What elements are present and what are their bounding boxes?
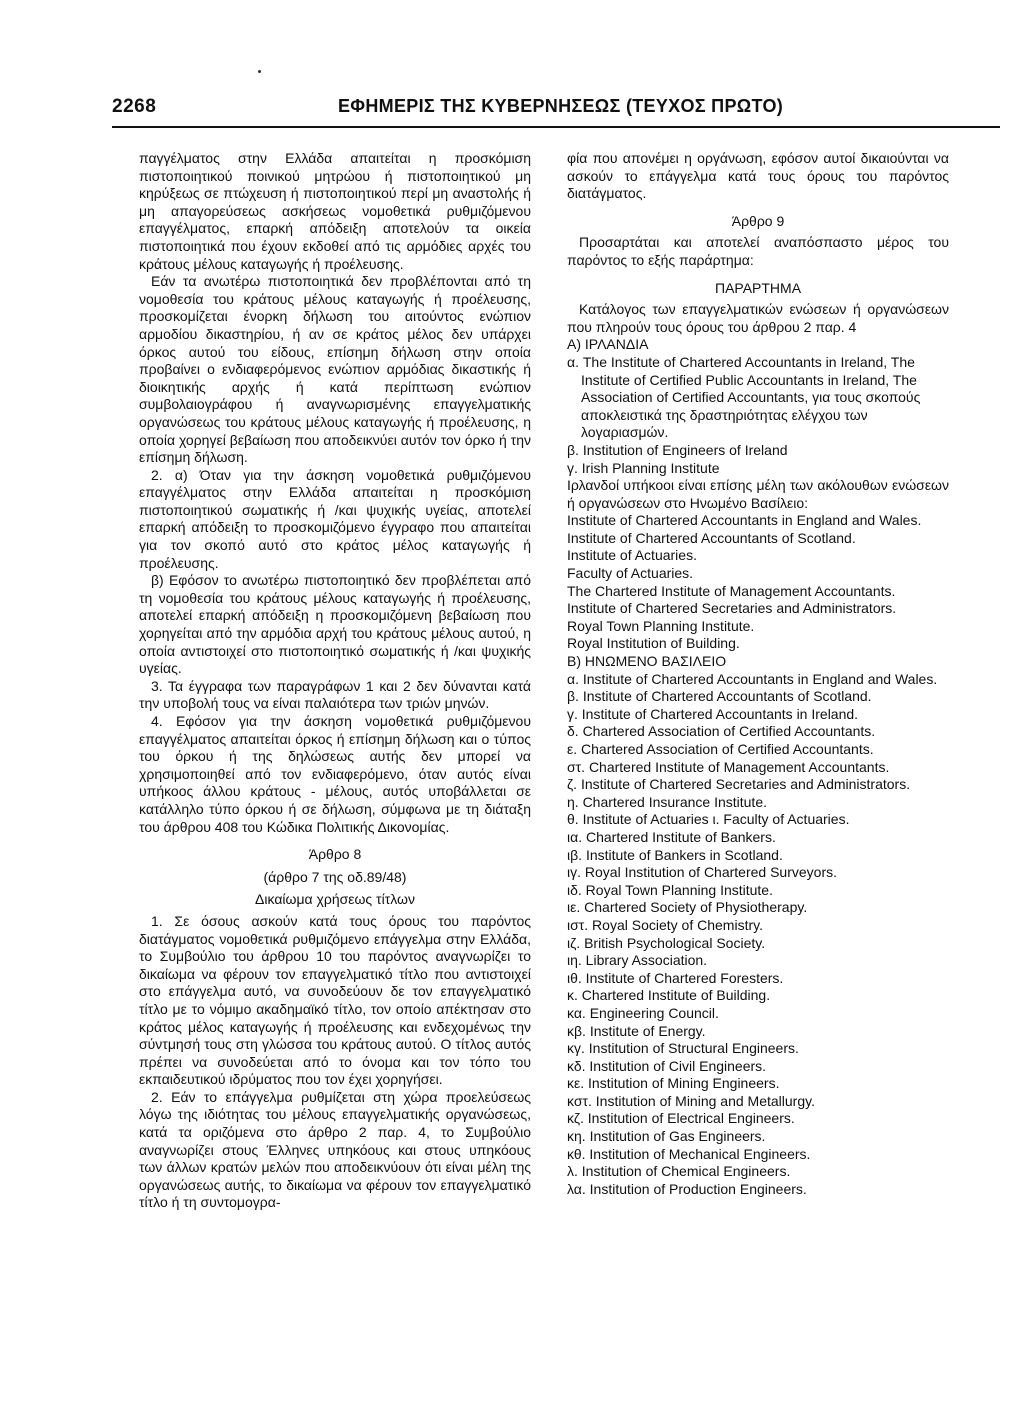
article-8-title: Άρθρο 8 xyxy=(308,846,362,863)
page-header xyxy=(112,96,1002,130)
uk-membership-list xyxy=(567,512,949,653)
left-column xyxy=(139,150,531,1212)
ireland-list xyxy=(567,354,949,477)
list-item: κβ. Institute of Energy. xyxy=(567,1022,706,1039)
list-item: ε. Chartered Association of Certified Accountants. xyxy=(567,741,874,757)
list-item: λ. Institution of Chemical Engineers. xyxy=(567,1163,791,1180)
uk-list xyxy=(567,671,949,1199)
list-item: γ. Institute of Chartered Accountants in Ireland. xyxy=(567,705,859,722)
list-item: κστ. Institution of Mining and Metallurgy. xyxy=(567,1092,815,1109)
paragraph: 2. α) Όταν για την άσκηση νομοθετικά ρυθμιζόμενου επαγγέλματος στην Ελλάδα απαιτείται η προσκόμιση πιστοποιητικού σωματικής ή /και ψυχικής υγείας, αποτελεί επαρκή απόδειξη το προσκομιζόμενο έγγραφο που απαιτείται για τον σκοπό αυτό στο κράτος μέλος καταγωγής ή προέλευσης. xyxy=(139,466,531,571)
page-number: 2268 xyxy=(112,96,157,117)
list-item: κδ. Institution of Civil Engineers. xyxy=(567,1057,767,1074)
list-item: κ. Chartered Institute of Building. xyxy=(567,987,771,1004)
list-item: θ. Institute of Actuaries ι. Faculty of Actuaries. xyxy=(567,811,850,828)
list-item: κγ. Institution of Structural Engineers. xyxy=(567,1040,799,1057)
paragraph: 1. Σε όσους ασκούν κατά τους όρους του παρόντος διατάγματος νομοθετικά ρυθμιζόμενο επάγγελμα στην Ελλάδα, το Συμβούλιο του άρθρου 10 του παρόντος αναγνωρίζει το δικαίωμα να φέρουν τον επαγγελματικό τίτλο που αντιστοιχεί στο επάγγελμα αυτό, να συνοδεύουν δε τον επαγγελματικό τίτλο με το νόμιμο ακαδημαϊκό τίτλο, τον οποίο απέκτησαν στο κράτος μέλος καταγωγής ή προέλευσης και ενδεχομένως την σύντμησή τους στη γλώσσα του κράτους αυτού. Ο τίτλος αυτός πρέπει να συνοδεύεται από το όνομα και τον τόπο του εκπαιδευτικού ιδρύματος που τον έχει χορηγήσει. xyxy=(139,912,531,1088)
paragraph: φία που απονέμει η οργάνωση, εφόσον αυτοί δικαιούνται να ασκούν το επάγγελμα κατά τους όρους του παρόντος διατάγματος. xyxy=(567,150,949,202)
list-item: ιη. Library Association. xyxy=(567,952,708,969)
annex-title: ΠΑΡΑΡΤΗΜΑ xyxy=(714,279,802,296)
list-item: ιβ. Institute of Bankers in Scotland. xyxy=(567,846,783,863)
list-item: Institute of Chartered Secretaries and Administrators. xyxy=(567,600,897,617)
section-ireland-heading: Α) ΙΡΛΑΝΔΙΑ xyxy=(567,336,649,353)
paragraph: β) Εφόσον το ανωτέρω πιστοποιητικό δεν προβλέπεται από τη νομοθεσία του κράτους μέλους καταγωγής ή προέλευσης, αποτελεί επαρκή απόδειξη η προσκομιζόμενη βεβαίωση που χορηγείται από την αρμόδια αρχή του κράτους μέλους αυτού, η οποία αντιστοιχεί στο πιστοποιητικό σωματικής ή /και ψυχικής υγείας. xyxy=(139,572,531,677)
list-item: ιδ. Royal Town Planning Institute. xyxy=(567,881,773,898)
list-item: ιζ. British Psychological Society. xyxy=(567,934,766,951)
scan-speck xyxy=(258,70,261,73)
list-item: Institute of Chartered Accountants of Scotland. xyxy=(567,529,856,546)
right-column xyxy=(567,150,949,1198)
list-item: λα. Institution of Production Engineers. xyxy=(567,1180,807,1197)
list-item: η. Chartered Insurance Institute. xyxy=(567,793,767,810)
list-item: κα. Engineering Council. xyxy=(567,1004,719,1021)
paragraph: παγγέλματος στην Ελλάδα απαιτείται η προσκόμιση πιστοποιητικού ποινικού μητρώου ή πιστοποιητικού μη κηρύξεως σε πτώχευση ή πιστοποιητικού περί μη αναστολής ή μη απαγορεύσεως ασκήσεως νομοθετικά ρυθμιζόμενου επαγγέλματος, επαρκή απόδειξη αποτελούν τα οικεία πιστοποιητικά που έχουν εκδοθεί από τις αρμόδιες αρχές του κράτους μέλους καταγωγής ή προέλευσης. xyxy=(139,150,531,272)
section-uk-heading: Β) ΗΝΩΜΕΝΟ ΒΑΣΙΛΕΙΟ xyxy=(567,653,727,670)
list-item: κε. Institution of Mining Engineers. xyxy=(567,1075,780,1092)
header-rule xyxy=(112,126,1000,128)
list-item: κθ. Institution of Mechanical Engineers. xyxy=(567,1145,811,1162)
list-item: δ. Chartered Association of Certified Accountants. xyxy=(567,723,876,740)
list-item: ιστ. Royal Society of Chemistry. xyxy=(567,916,763,933)
list-item: Royal Institution of Building. xyxy=(567,635,740,652)
list-item: β. Institute of Chartered Accountants of Scotland. xyxy=(567,688,872,705)
list-item: The Chartered Institute of Management Accountants. xyxy=(567,582,896,599)
list-item: στ. Chartered Institute of Management Accountants. xyxy=(567,758,890,775)
annex-subtitle: Κατάλογος των επαγγελματικών ενώσεων ή οργανώσεων που πληρούν τους όρους του άρθρου 2 παρ. 4 xyxy=(567,301,949,335)
list-item: ιθ. Institute of Chartered Foresters. xyxy=(567,969,784,986)
irish-note: Ιρλανδοί υπήκοοι είναι επίσης μέλη των ακόλουθων ενώσεων ή οργανώσεων στο Ηνωμένο Βασίλειο: xyxy=(567,477,949,511)
list-item: α. The Institute of Chartered Accountants in Ireland, The Institute of Certified Public Accountants in Ireland, The Association of Certified Accountants, για τους σκοπούς αποκλειστικά της δραστηριότητας ελέγχου των λογαριασμών. xyxy=(567,353,921,441)
list-item: Institute of Actuaries. xyxy=(567,547,697,564)
list-item: Institute of Chartered Accountants in England and Wales. xyxy=(567,512,922,529)
list-item: Faculty of Actuaries. xyxy=(567,565,694,582)
article-9-title: Άρθρο 9 xyxy=(731,212,785,229)
article-8-subtitle: Δικαίωμα χρήσεως τίτλων xyxy=(255,891,415,908)
list-item: ιγ. Royal Institution of Chartered Surveyors. xyxy=(567,864,838,881)
paragraph: Εάν τα ανωτέρω πιστοποιητικά δεν προβλέπονται από τη νομοθεσία του κράτους μέλους καταγωγής ή προέλευσης, προσκομίζεται ένορκη δήλωση του αιτούντος ενώπιον αρμοδίου δικαστηρίου, ή αν σε κράτος μέλος δεν υπάρχει όρκος αυτού του είδους, επίσημη δήλωση στην οποία προβαίνει ο ενδιαφερόμενος ενώπιον αρμόδιας δικαστικής ή διοικητικής αρχής ή κατά περίπτωση ενώπιον συμβολαιογράφου ή αναγνωρισμένης επαγγελματικής οργανώσεως του κράτους μέλους καταγωγής ή προέλευσης, η οποία χορηγεί βεβαίωση που αποδεικνύει αυτόν τον όρκο ή την επίσημη δήλωση. xyxy=(139,273,531,466)
list-item: β. Institution of Engineers of Ireland xyxy=(567,441,788,458)
list-item: γ. Irish Planning Institute xyxy=(567,459,720,476)
paragraph: Προσαρτάται και αποτελεί αναπόσπαστο μέρος του παρόντος το εξής παράρτημα: xyxy=(567,234,949,268)
article-8-reference: (άρθρο 7 της οδ.89/48) xyxy=(263,868,407,885)
paragraph: 3. Τα έγγραφα των παραγράφων 1 και 2 δεν δύνανται κατά την υποβολή τους να είναι παλαιότερα των τριών μηνών. xyxy=(139,677,531,712)
paragraph: 2. Εάν το επάγγελμα ρυθμίζεται στη χώρα προελεύσεως λόγω της ιδιότητας του μέλους επαγγελματικής οργανώσεως, κατά τα οριζόμενα στο άρθρο 2 παρ. 4, το Συμβούλιο αναγνωρίζει στους Έλληνες υπηκόους και στους υπηκόους των άλλων κρατών μελών που αποδεικνύουν ότι είναι μέλη της οργανώσεως αυτής, το δικαίωμα να φέρουν τον επαγγελματικό τίτλο ή τη συντομογρα- xyxy=(139,1088,531,1211)
running-title: ΕΦΗΜΕΡΙΣ ΤΗΣ ΚΥΒΕΡΝΗΣΕΩΣ (ΤΕΥΧΟΣ ΠΡΩΤΟ) xyxy=(338,96,784,116)
list-item: ια. Chartered Institute of Bankers. xyxy=(567,828,776,845)
list-item: ζ. Institute of Chartered Secretaries and Administrators. xyxy=(567,776,911,793)
list-item: Royal Town Planning Institute. xyxy=(567,617,755,634)
list-item: α. Institute of Chartered Accountants in England and Wales. xyxy=(567,670,938,687)
paragraph: 4. Εφόσον για την άσκηση νομοθετικά ρυθμιζόμενου επαγγέλματος απαιτείται όρκος ή επίσημη δήλωση και ο τύπος του όρκου ή της δηλώσεως αυτής δεν μπορεί να χρησιμοποιηθεί από τον ενδιαφερόμενο, όταν αυτός είναι υπήκοος άλλου κράτους - μέλους, αυτός υποβάλλεται σε κατάλληλο τύπο όρκου ή σε δήλωση, σύμφωνα με τη διάταξη του άρθρου 408 του Κώδικα Πολιτικής Δικονομίας. xyxy=(139,713,531,835)
list-item: κη. Institution of Gas Engineers. xyxy=(567,1128,766,1145)
list-item: κζ. Institution of Electrical Engineers. xyxy=(567,1110,795,1127)
list-item: ιε. Chartered Society of Physiotherapy. xyxy=(567,899,808,916)
